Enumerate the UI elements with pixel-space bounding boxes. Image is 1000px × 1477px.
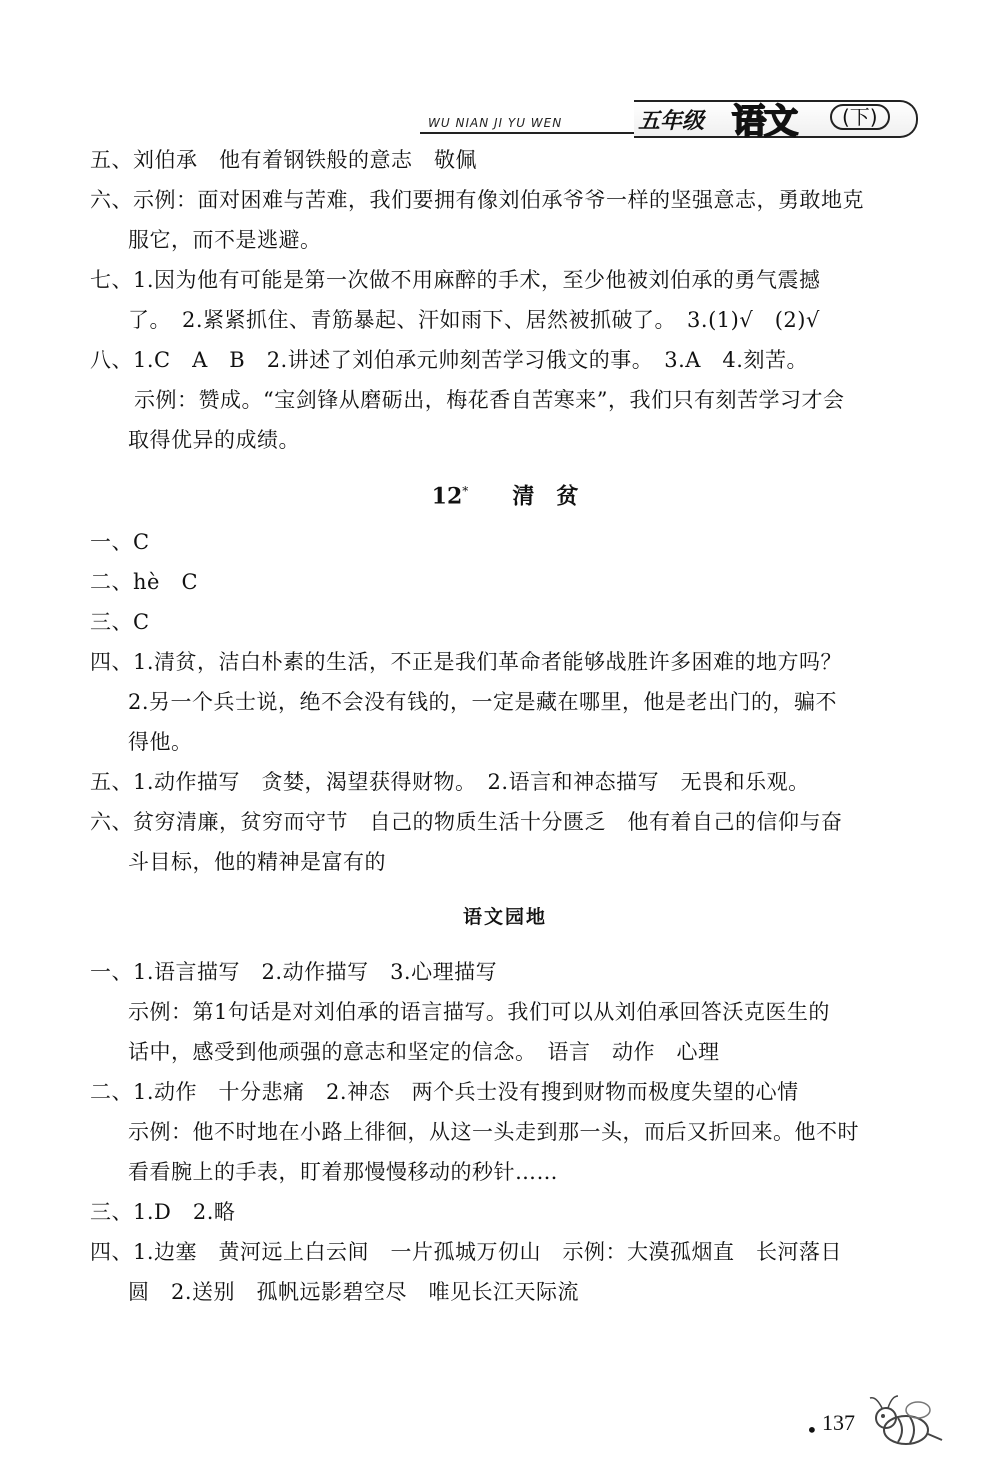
answer-line: 五、1.动作描写 贪婪，渴望获得财物。 2.语言和神态描写 无畏和乐观。	[90, 770, 810, 794]
answer-line: 话中，感受到他顽强的意志和坚定的信念。 语言 动作 心理	[128, 1040, 720, 1064]
answer-line: 一、C	[90, 530, 150, 554]
page-footer	[790, 1390, 970, 1460]
answer-line: 八、1.C A B 2.讲述了刘伯承元帅刻苦学习俄文的事。 3.A 4.刻苦。	[90, 348, 808, 372]
answer-line: 看看腕上的手表，盯着那慢慢移动的秒针……	[128, 1160, 558, 1184]
answer-line: 了。 2.紧紧抓住、青筋暴起、汗如雨下、居然被抓破了。 3.(1)√ (2)√	[128, 308, 820, 332]
answer-content	[90, 140, 920, 1312]
answer-line: 三、1.D 2.略	[90, 1200, 236, 1224]
garden-heading: 语文园地	[462, 906, 547, 928]
running-header	[420, 98, 920, 142]
header-volume: (下)	[830, 104, 890, 130]
answer-line: 2.另一个兵士说，绝不会没有钱的，一定是藏在哪里，他是老出门的，骗不	[128, 690, 838, 714]
lesson-title: 清 贫	[512, 483, 579, 510]
lesson-mark: *	[462, 484, 469, 498]
answer-line: 得他。	[128, 730, 193, 754]
answer-line: 四、1.边塞 黄河远上白云间 一片孤城万仞山 示例：大漠孤烟直 长河落日	[90, 1240, 843, 1264]
cartoon-bee-icon	[862, 1390, 948, 1454]
header-subject: 语文	[732, 102, 796, 142]
header-pinyin: WU NIAN JI YU WEN	[428, 116, 563, 130]
answer-line: 一、1.语言描写 2.动作描写 3.心理描写	[90, 960, 498, 984]
header-rule	[420, 132, 650, 134]
answer-line: 四、1.清贫，洁白朴素的生活，不正是我们革命者能够战胜许多困难的地方吗？	[90, 650, 843, 674]
page-number: 137	[822, 1410, 855, 1435]
answer-line: 示例：他不时地在小路上徘徊，从这一头走到那一头，而后又折回来。他不时	[128, 1120, 859, 1144]
answer-line: 二、1.动作 十分悲痛 2.神态 两个兵士没有搜到财物而极度失望的心情	[90, 1080, 799, 1104]
answer-line: 斗目标，他的精神是富有的	[128, 850, 386, 874]
answer-line: 示例：赞成。“宝剑锋从磨砺出，梅花香自苦寒来”，我们只有刻苦学习才会	[134, 388, 845, 412]
answer-line: 六、贫穷清廉，贫穷而守节 自己的物质生活十分匮乏 他有着自己的信仰与奋	[90, 810, 843, 834]
lesson-12-heading	[90, 460, 920, 522]
lesson-number: 12	[431, 483, 463, 510]
answer-line: 圆 2.送别 孤帆远影碧空尽 唯见长江天际流	[128, 1280, 580, 1304]
bullet-dot-icon: •	[806, 1418, 818, 1442]
answer-line: 服它，而不是逃避。	[128, 228, 322, 252]
answer-line: 七、1.因为他有可能是第一次做不用麻醉的手术，至少他被刘伯承的勇气震撼	[90, 268, 821, 292]
header-grade: 五年级	[638, 109, 705, 134]
answer-line: 三、C	[90, 610, 150, 634]
answer-line: 示例：第1句话是对刘伯承的语言描写。我们可以从刘伯承回答沃克医生的	[128, 1000, 830, 1024]
answer-line: 取得优异的成绩。	[128, 428, 300, 452]
answer-line: 六、示例：面对困难与苦难，我们要拥有像刘伯承爷爷一样的坚强意志，勇敢地克	[90, 188, 864, 212]
answer-line: 五、刘伯承 他有着钢铁般的意志 敬佩	[90, 148, 477, 172]
answer-line: 二、hè C	[90, 570, 199, 594]
